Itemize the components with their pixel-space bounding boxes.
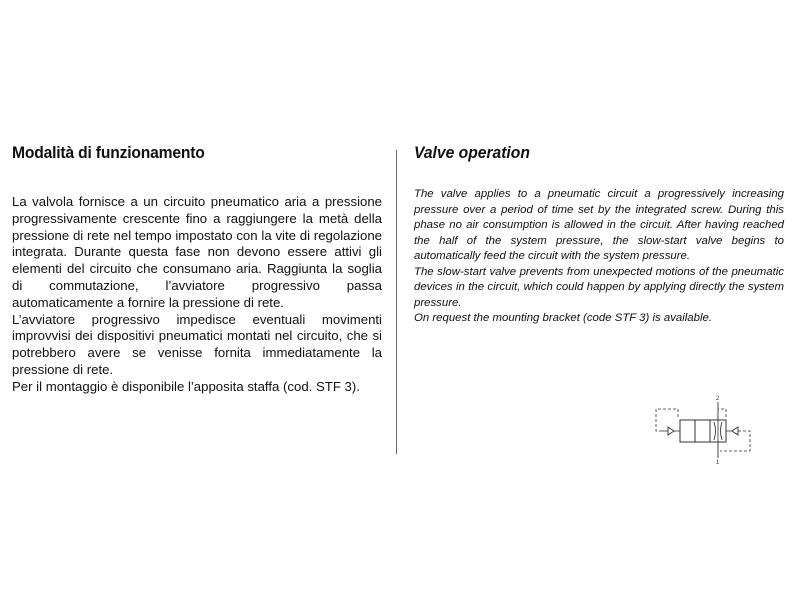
english-heading: Valve operation bbox=[414, 143, 530, 162]
english-paragraph-2: The slow-start valve prevents from unexpected motions of the pneumatic devices in the circuit, which could happen by applying directly the system pressure. bbox=[414, 265, 784, 309]
italian-paragraph-1: La valvola fornisce a un circuito pneumatico aria a pressione progressivamente crescente fino a raggiungere la metà della pressione di rete nel tempo impostato con la vite di regolazione integrata. Durante questa fase non devono essere attivi gli elementi del circuito che consumano aria. Raggiunta la soglia di commutazione, l’avviatore progressivo passa automaticamente a fornire la pressione di rete. bbox=[12, 194, 382, 310]
english-column bbox=[414, 143, 784, 327]
italian-body bbox=[12, 194, 382, 396]
italian-paragraph-2: L’avviatore progressivo impedisce eventuali movimenti improvvisi dei dispositivi pneumatici montati nel circuito, che si potrebbero avere se venisse fornita immediatamente la pressione di rete. bbox=[12, 311, 382, 377]
italian-heading: Modalità di funzionamento bbox=[12, 143, 205, 162]
italian-column bbox=[12, 143, 382, 396]
valve-schematic-symbol bbox=[648, 392, 768, 464]
english-body bbox=[414, 187, 784, 327]
italian-paragraph-3: Per il montaggio è disponibile l’apposita staffa (cod. STF 3). bbox=[12, 378, 360, 394]
column-divider bbox=[396, 150, 397, 454]
english-paragraph-3: On request the mounting bracket (code STF 3) is available. bbox=[414, 312, 712, 324]
port-2-label: 2 bbox=[716, 396, 720, 402]
port-1-label: 1 bbox=[716, 460, 720, 464]
english-paragraph-1: The valve applies to a pneumatic circuit a progressively increasing pressure over a period of time set by the integrated screw. During this phase no air consumption is allowed in the circuit. After having reached the half of the system pressure, the slow-start valve begins to automatically feed the circuit with the system pressure. bbox=[414, 188, 784, 262]
